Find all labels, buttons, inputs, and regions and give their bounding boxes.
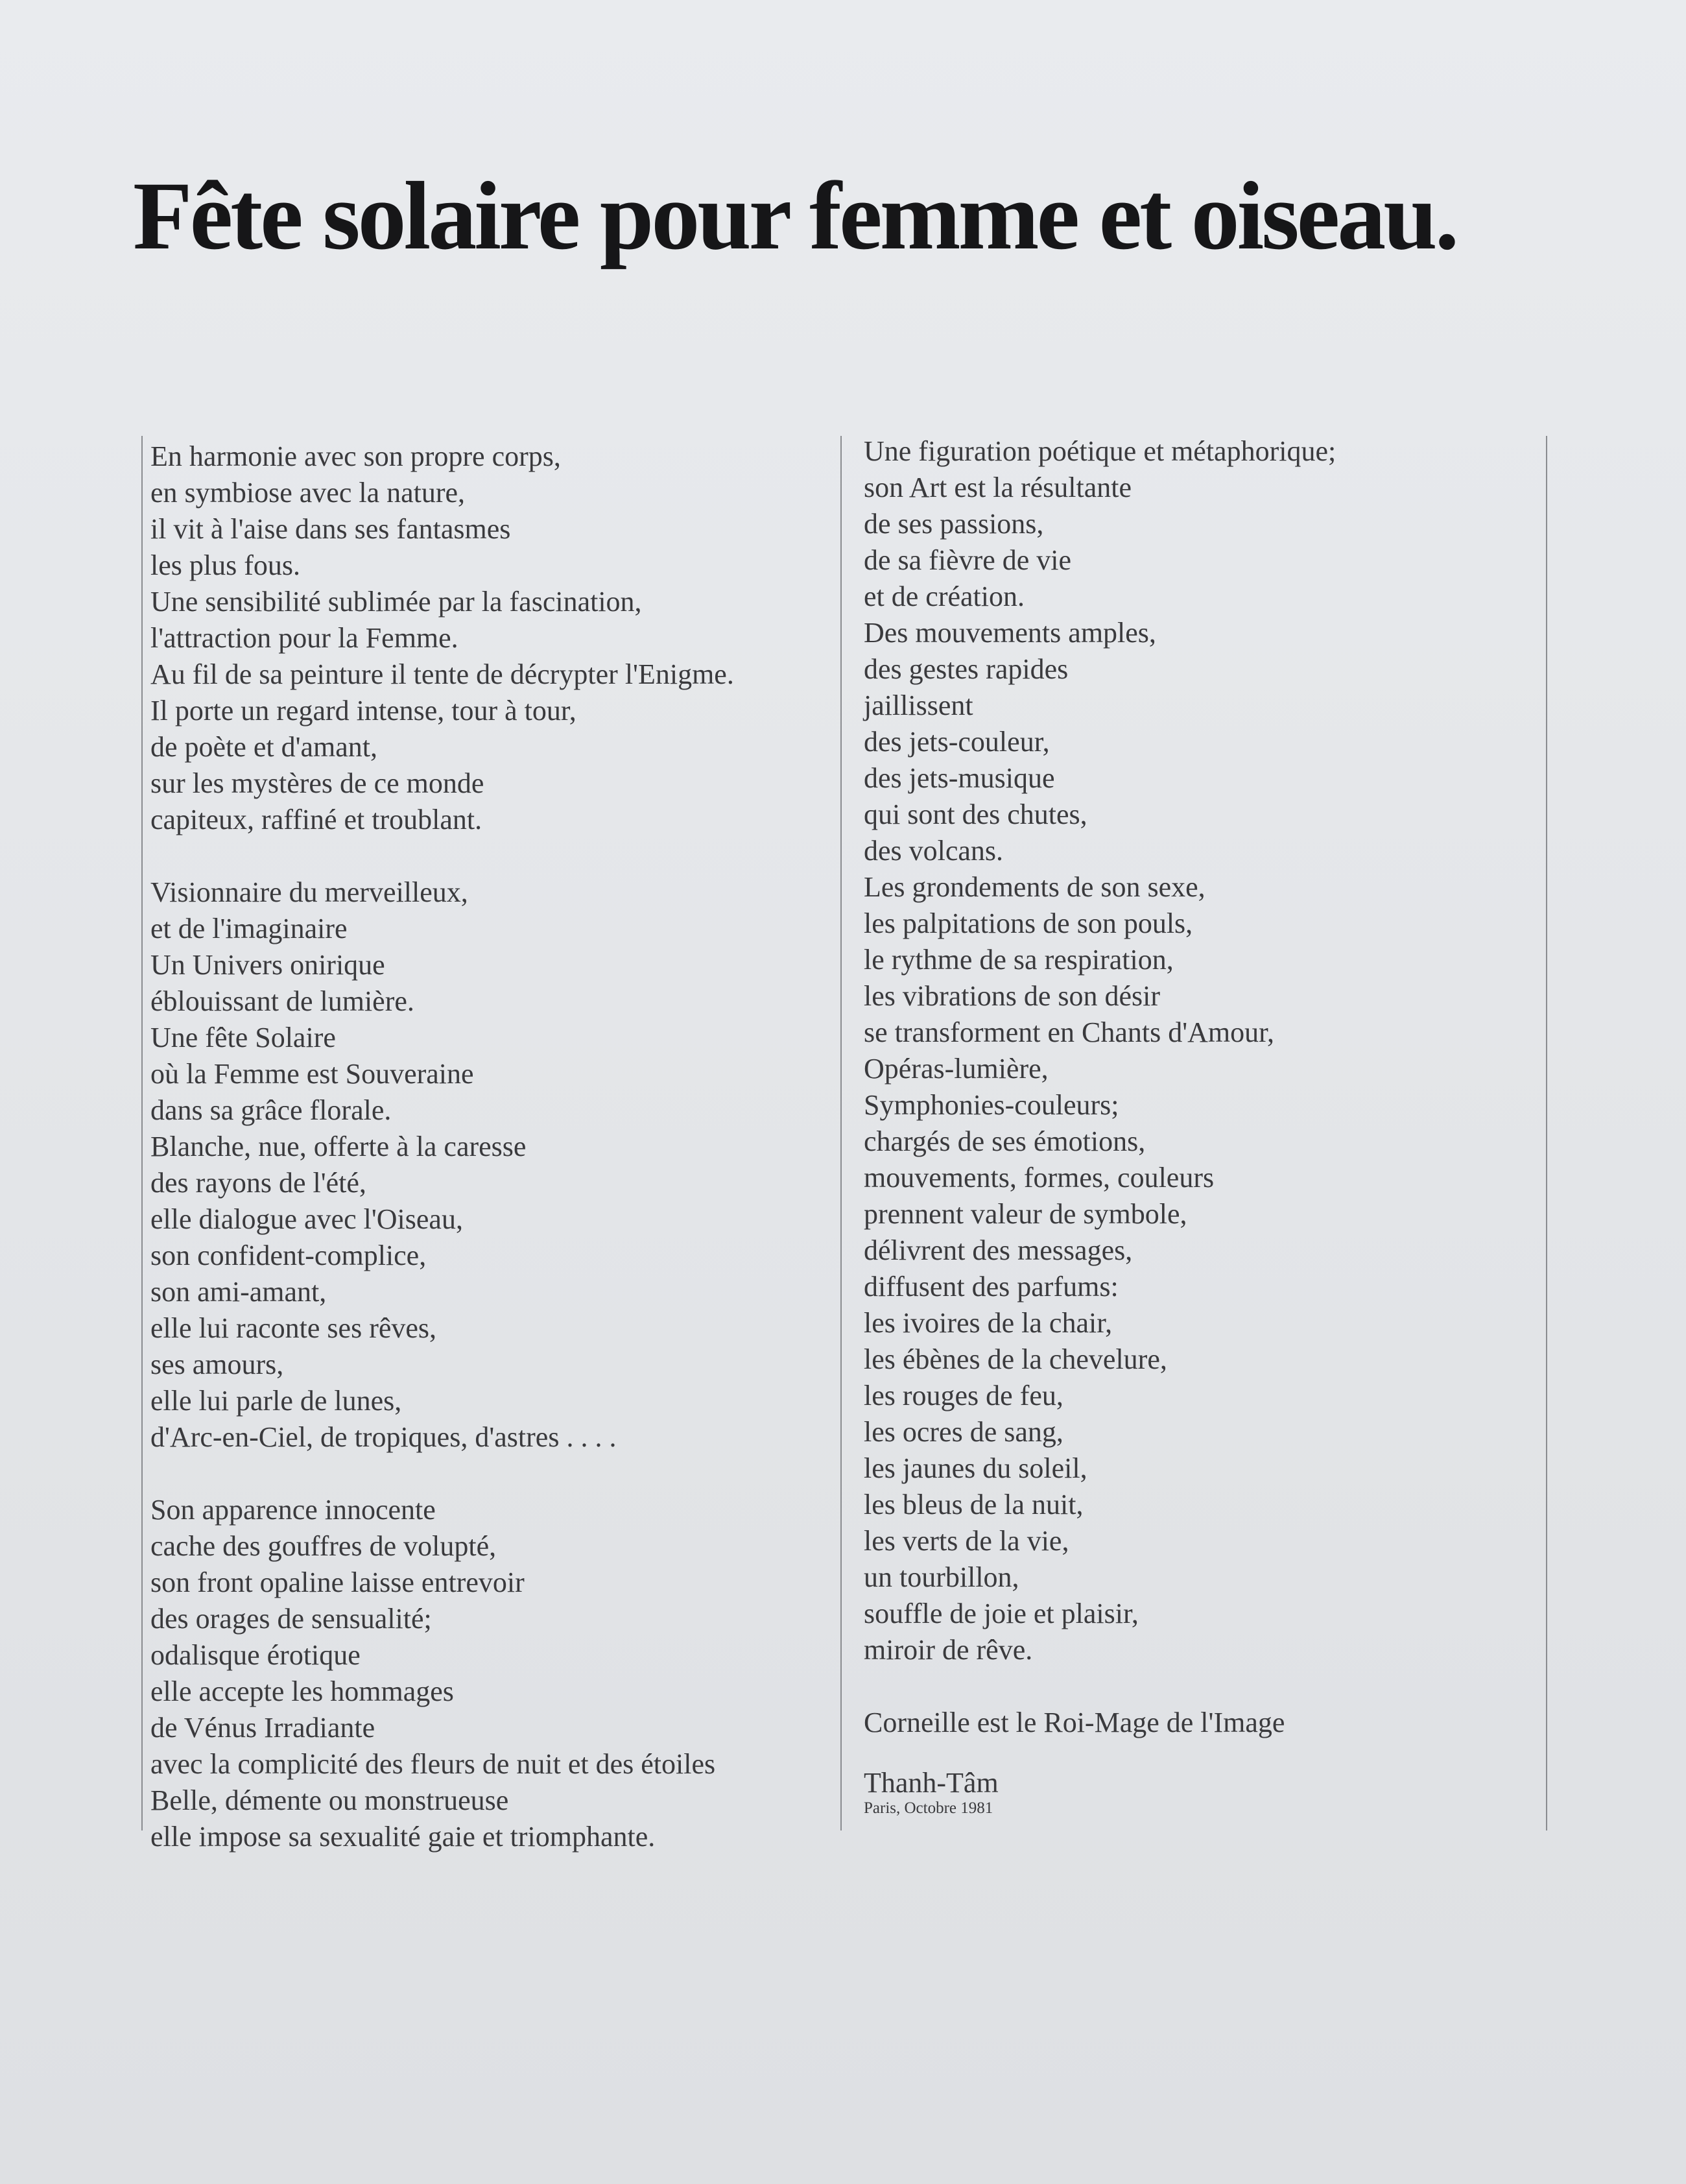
verse-line: sur les mystères de ce monde [150, 767, 484, 799]
verse-line: les ébènes de la chevelure, [864, 1343, 1167, 1375]
verse-line: son Art est la résultante [864, 472, 1132, 503]
verse-line: et de création. [864, 581, 1025, 612]
verse-line: où la Femme est Souveraine [150, 1058, 474, 1090]
verse-line: le rythme de sa respiration, [864, 944, 1174, 976]
verse-line: ses amours, [150, 1349, 284, 1380]
verse-line: diffusent des parfums: [864, 1271, 1119, 1302]
verse-line: Symphonies-couleurs; [864, 1089, 1119, 1121]
verse-line: les palpitations de son pouls, [864, 907, 1193, 939]
right-stanza [864, 433, 1538, 1668]
verse-line: souffle de joie et plaisir, [864, 1598, 1139, 1629]
left-text-column [150, 438, 838, 1855]
verse-line: Les grondements de son sexe, [864, 871, 1205, 903]
verse-line: chargés de ses émotions, [864, 1125, 1146, 1157]
left-stanza-3 [150, 1492, 838, 1855]
verse-line: les rouges de feu, [864, 1380, 1063, 1411]
verse-line: Au fil de sa peinture il tente de décrypter l'Enigme. [150, 658, 734, 690]
verse-line: et de l'imaginaire [150, 913, 348, 944]
verse-line: qui sont des chutes, [864, 798, 1087, 830]
verse-line: miroir de rêve. [864, 1634, 1033, 1666]
verse-line: les ivoires de la chair, [864, 1307, 1113, 1339]
verse-line: jaillissent [864, 690, 973, 721]
verse-line: des orages de sensualité; [150, 1603, 432, 1635]
verse-line: de poète et d'amant, [150, 731, 378, 763]
verse-line: les ocres de sang, [864, 1416, 1063, 1448]
verse-line: Une fête Solaire [150, 1022, 336, 1053]
verse-line: Un Univers onirique [150, 949, 385, 981]
verse-line: prennent valeur de symbole, [864, 1198, 1187, 1230]
verse-line: son ami-amant, [150, 1276, 327, 1308]
verse-line: des rayons de l'été, [150, 1167, 366, 1199]
right-text-column [864, 433, 1538, 1818]
verse-line: de Vénus Irradiante [150, 1712, 375, 1744]
page-title: Fête solaire pour femme et oiseau. [133, 162, 1457, 270]
verse-line: des jets-couleur, [864, 726, 1050, 758]
verse-line: Visionnaire du merveilleux, [150, 876, 468, 908]
verse-line: éblouissant de lumière. [150, 985, 414, 1017]
verse-line: Opéras-lumière, [864, 1053, 1049, 1085]
verse-line: son confident-complice, [150, 1240, 427, 1271]
verse-line: les verts de la vie, [864, 1525, 1069, 1557]
left-column-rule [141, 436, 143, 1830]
verse-line: elle dialogue avec l'Oiseau, [150, 1203, 463, 1235]
verse-line: elle accepte les hommages [150, 1675, 454, 1707]
verse-line: de sa fièvre de vie [864, 544, 1072, 576]
verse-line: dans sa grâce florale. [150, 1094, 392, 1126]
verse-line: Belle, démente ou monstrueuse [150, 1784, 509, 1816]
verse-line: les bleus de la nuit, [864, 1489, 1084, 1520]
verse-line: Une figuration poétique et métaphorique; [864, 435, 1336, 467]
verse-line: de ses passions, [864, 508, 1044, 540]
center-column-rule [840, 436, 842, 1830]
verse-line: En harmonie avec son propre corps, [150, 440, 561, 472]
verse-line: les plus fous. [150, 549, 300, 581]
verse-line: des volcans. [864, 835, 1004, 867]
closing-line: Corneille est le Roi-Mage de l'Image [864, 1707, 1285, 1738]
verse-line: Son apparence innocente [150, 1494, 436, 1526]
verse-line: son front opaline laisse entrevoir [150, 1566, 525, 1598]
verse-line: se transforment en Chants d'Amour, [864, 1016, 1275, 1048]
verse-line: des gestes rapides [864, 653, 1069, 685]
verse-line: Une sensibilité sublimée par la fascination, [150, 586, 642, 618]
left-stanza-1 [150, 438, 838, 838]
verse-line: des jets-musique [864, 762, 1055, 794]
verse-line: un tourbillon, [864, 1561, 1019, 1593]
verse-line: délivrent des messages, [864, 1234, 1133, 1266]
verse-line: capiteux, raffiné et troublant. [150, 804, 482, 835]
verse-line: d'Arc-en-Ciel, de tropiques, d'astres . . . . [150, 1421, 617, 1453]
verse-line: Des mouvements amples, [864, 617, 1156, 649]
left-stanza-2 [150, 874, 838, 1456]
verse-line: elle impose sa sexualité gaie et triomphante. [150, 1821, 656, 1853]
verse-line: avec la complicité des fleurs de nuit et des étoiles [150, 1748, 716, 1780]
verse-line: cache des gouffres de volupté, [150, 1530, 497, 1562]
verse-line: l'attraction pour la Femme. [150, 622, 458, 654]
verse-line: Il porte un regard intense, tour à tour, [150, 695, 576, 726]
verse-line: elle lui parle de lunes, [150, 1385, 402, 1417]
right-column-rule [1546, 436, 1547, 1830]
place-date: Paris, Octobre 1981 [864, 1799, 993, 1817]
verse-line: il vit à l'aise dans ses fantasmes [150, 513, 511, 545]
verse-line: en symbiose avec la nature, [150, 477, 466, 509]
verse-line: elle lui raconte ses rêves, [150, 1312, 437, 1344]
author-signature: Thanh-Tâm [864, 1767, 999, 1799]
verse-line: les vibrations de son désir [864, 980, 1161, 1012]
verse-line: Blanche, nue, offerte à la caresse [150, 1131, 527, 1162]
verse-line: les jaunes du soleil, [864, 1452, 1087, 1484]
verse-line: odalisque érotique [150, 1639, 361, 1671]
verse-line: mouvements, formes, couleurs [864, 1162, 1215, 1194]
